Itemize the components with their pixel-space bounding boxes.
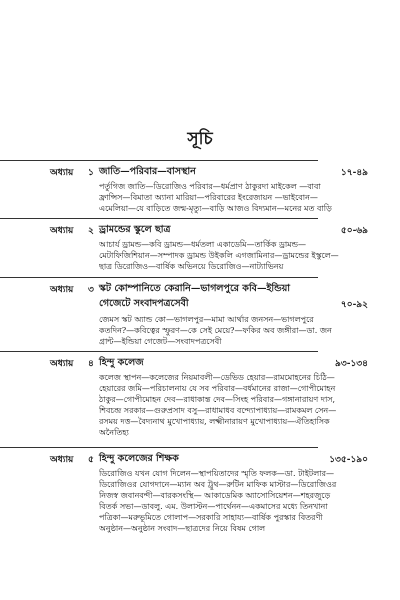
- chapter-heading: [50, 165, 368, 180]
- summary-line: মেটাফিজিশিয়ান—সম্পাদক ড্রামন্ড উইকলি এগজামিনার—ড্রামন্ডের ইস্কুলে—: [99, 251, 339, 260]
- summary-line: ঠাকুর—গোপীমোহন দেব—রাধাকান্ত দেব—সিংহ পরিবার—গঙ্গানারায়ণ দাস,: [99, 395, 336, 404]
- chapter-entry: [50, 356, 368, 437]
- divider: [0, 218, 318, 219]
- divider: [0, 447, 318, 448]
- summary-line: অনুষ্ঠান—অনুষ্ঠান সংবাদ—ছাত্রদের নিয়ে বিষম গোল: [99, 524, 266, 533]
- chapter-number: ৩: [88, 285, 94, 295]
- chapter-summary: [99, 314, 368, 347]
- summary-line: ডিরোজিওর যোগদানে—ম্যান অব ট্রুথ—রুটিন মাফিক মাস্টার—ডিরোজিওর: [99, 480, 337, 489]
- summary-line: জেমস স্কট অ্যান্ড কো—ভাগলপুর—মামা আর্থার জনসন—ভাগলপুরে: [99, 315, 314, 324]
- summary-line: পত্রিকা—মরুভূমিতে গোলাপ—সরকারি সাহায্য—বার্ষিক পুরস্কার বিতরণী: [99, 513, 323, 522]
- chapter-title: হিন্দু কলেজ: [99, 357, 144, 368]
- chapter-title: জাতি—পরিবার—বাসস্থান: [99, 166, 196, 177]
- summary-line: পর্তুগিজ জাতি—ডিরোজিও পরিবার—ধর্মপ্রাণ ঠাকুরদা মাইকেল —বাবা: [99, 182, 321, 191]
- chapter-summary: [99, 181, 368, 214]
- chapter-title: ড্রামন্ডের স্কুলে ছাত্র: [99, 224, 171, 235]
- summary-line: অনৈতিহ্য: [99, 428, 129, 437]
- summary-line: নিজস্ব জবানবন্দী—বারকসংস্থি— আকাডেমিক অ্যাসোসিয়েশন—শহরজুড়ে: [99, 491, 331, 500]
- chapter-heading: [50, 356, 368, 371]
- chapter-label: অধ্যায়: [50, 168, 74, 178]
- chapter-summary: [99, 468, 368, 534]
- summary-line: কতদিন?—কবিত্বের স্ফুরণ—কে সেই মেয়ে?—ফকির অব জঙ্গীরা—ডা. জন: [99, 326, 332, 335]
- chapter-title: হিন্দু কলেজের শিক্ষক: [99, 453, 179, 464]
- summary-line: রসময় দত্ত—বৈদ্যনাথ মুখোপাধ্যায়, লক্ষ্মীনারায়ণ মুখোপাধ্যায়—ঐতিহাসিক: [99, 417, 330, 426]
- divider: [0, 351, 318, 352]
- chapter-number: ৫: [88, 455, 94, 465]
- summary-line: হেয়ারের জমি—পরিচালনায় যে সব পরিবার—বর্ধমানের রাজা—গোপীমোহন: [99, 384, 336, 393]
- chapter-number: ২: [88, 226, 94, 236]
- chapter-heading-continued: [50, 297, 368, 312]
- chapter-pages: ১৩৫-১৯০: [329, 455, 368, 465]
- chapter-heading: [50, 223, 368, 238]
- summary-line: কলেজ স্থাপন—কলেজের নিয়মাবলী—ডেভিড হেয়ার—রামমোহনের চিঠি—: [99, 373, 335, 382]
- summary-line: ছাত্র ডিরোজিও—বার্ষিক অভিনয়ে ডিরোজিও—নাট্যাভিনয়: [99, 262, 284, 271]
- chapter-entry: [50, 165, 368, 213]
- summary-line: এমেলিয়া—যে বাড়িতে জন্ম-মৃত্যু—বাড়ি আজও বিদ্যমান—মনের মত বাড়ি: [99, 204, 332, 213]
- chapter-label: অধ্যায়: [50, 226, 74, 236]
- chapter-number: ১: [88, 168, 94, 178]
- chapter-title-line2: গেজেটে সংবাদপত্রসেবী: [99, 298, 189, 309]
- chapter-entry: [50, 282, 368, 346]
- chapter-summary: [99, 239, 368, 272]
- chapter-label: অধ্যায়: [50, 359, 74, 369]
- summary-line: আচার্য ড্রামন্ড—কবি ড্রামন্ড—ধর্মতলা একাডেমি—তার্কিক ড্রামন্ড—: [99, 240, 306, 249]
- chapter-title: স্কট কোম্পানিতে কেরানি—ভাগলপুরে কবি—ইন্ডিয়া: [99, 283, 291, 294]
- chapter-summary: [99, 372, 368, 438]
- chapter-entry: [50, 223, 368, 271]
- chapter-pages: ১৭-৪৯: [340, 168, 368, 178]
- chapter-number: ৪: [88, 359, 94, 369]
- page-title: সূচি: [187, 129, 213, 149]
- chapter-label: অধ্যায়: [50, 455, 74, 465]
- chapter-heading: [50, 282, 368, 297]
- chapter-pages: ৭০-৯২: [340, 300, 368, 310]
- chapter-pages: ৯৩-১৩৪: [335, 359, 368, 369]
- summary-line: ফ্রান্সিস—বিমাতা অ্যানা মারিয়া—পরিবারের ইংরেজায়ন —ভাইবোন—: [99, 193, 318, 202]
- summary-line: ডিরোজিও যখন যোগ দিলেন—স্থাপয়িতাদের স্মৃতি ফলক—ডা. টাইটলার—: [99, 469, 334, 478]
- chapter-heading: [50, 452, 368, 467]
- divider: [0, 160, 318, 161]
- chapter-label: অধ্যায়: [50, 285, 74, 295]
- chapter-pages: ৫০-৬৯: [340, 226, 368, 236]
- divider: [0, 277, 318, 278]
- summary-line: বিতর্ক সভা—ডাবলু. এম. উলাস্টন—পার্থেনন—একমাসের মধ্যে তিনখানা: [99, 502, 328, 511]
- summary-line: শিবচন্দ্র সরকার—গুরুপ্রসাদ বসু—রাধামাধব বন্দ্যোপাধ্যায়—রামকমল সেন—: [99, 406, 337, 415]
- chapter-entry: [50, 452, 368, 533]
- summary-line: গ্রান্ট—ইন্ডিয়া গেজেট—সংবাদপত্রসেবী: [99, 337, 222, 346]
